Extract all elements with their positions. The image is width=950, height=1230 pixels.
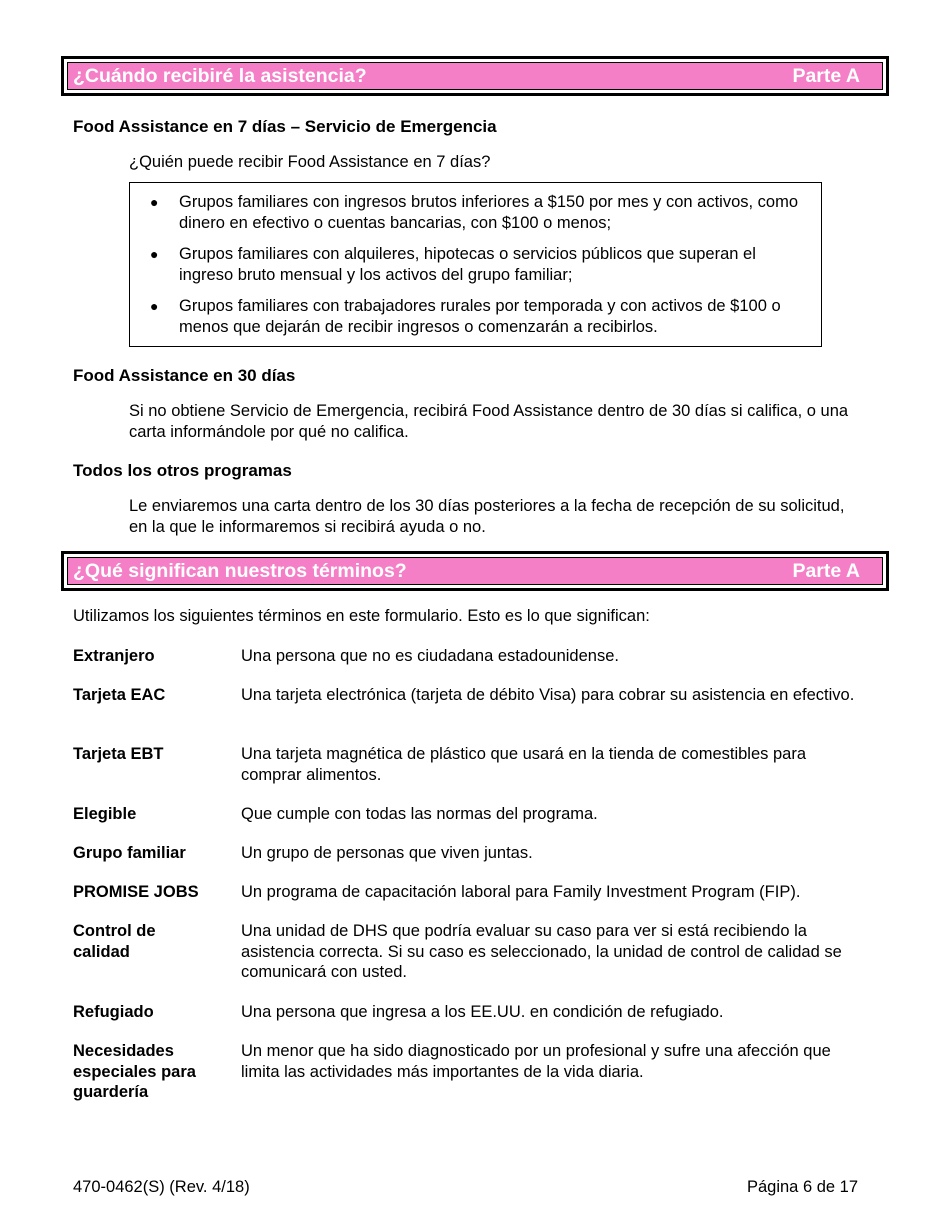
list-item: ● Grupos familiares con ingresos brutos inferiores a $150 por mes y con activos, como dinero en efectivo o cuentas bancarias, con $100 o menos; [150, 193, 799, 232]
term-definition: Una persona que no es ciudadana estadounidense. [241, 647, 619, 665]
bullet-icon: ● [150, 298, 159, 314]
term-label: Tarjeta EAC [73, 686, 166, 704]
other-programs-heading: Todos los otros programas [73, 461, 292, 480]
terms-intro: Utilizamos los siguientes términos en este formulario. Esto es lo que significan: [73, 607, 650, 625]
list-item: ● Grupos familiares con alquileres, hipotecas o servicios públicos que superan el ingreso bruto mensual y los activos del grupo familiar; [150, 245, 756, 284]
page-number: Página 6 de 17 [746, 1178, 858, 1196]
section-title: ¿Qué significan nuestros términos? [73, 559, 407, 582]
term-label: Necesidades especiales para guardería [73, 1042, 196, 1101]
term-definition: Una persona que ingresa a los EE.UU. en condición de refugiado. [241, 1003, 724, 1021]
bullet-icon: ● [150, 246, 159, 262]
emergency-question: ¿Quién puede recibir Food Assistance en 7 días? [129, 153, 491, 171]
section-part: Parte A [792, 64, 860, 87]
term-definition: Un programa de capacitación laboral para Family Investment Program (FIP). [241, 883, 801, 901]
term-definition: Una tarjeta magnética de plástico que usará en la tienda de comestibles para comprar alimentos. [241, 745, 807, 784]
form-number: 470-0462(S) (Rev. 4/18) [73, 1178, 250, 1196]
term-label: PROMISE JOBS [73, 883, 199, 901]
emergency-heading: Food Assistance en 7 días – Servicio de Emergencia [73, 117, 497, 136]
term-label: Tarjeta EBT [73, 745, 164, 763]
section-banner-terms [61, 551, 889, 591]
thirty-day-heading: Food Assistance en 30 días [73, 366, 296, 385]
term-definition: Un grupo de personas que viven juntas. [241, 844, 533, 862]
bullet-icon: ● [150, 194, 159, 210]
other-programs-text: Le enviaremos una carta dentro de los 30 días posteriores a la fecha de recepción de su solicitud, en la que le informaremos si recibirá ayuda o no. [129, 497, 845, 536]
term-label: Refugiado [73, 1003, 154, 1021]
term-definition: Que cumple con todas las normas del programa. [241, 805, 598, 823]
section-part: Parte A [792, 559, 860, 582]
section-banner-when [61, 56, 889, 96]
thirty-day-text: Si no obtiene Servicio de Emergencia, recibirá Food Assistance dentro de 30 días si califica, o una carta informándole por qué no califica. [129, 402, 849, 441]
list-item: ● Grupos familiares con trabajadores rurales por temporada y con activos de $100 o menos que dejarán de recibir ingresos o comenzarán a recibirlos. [150, 297, 781, 336]
term-label: Extranjero [73, 647, 155, 665]
eligibility-box [129, 182, 822, 347]
term-label: Elegible [73, 805, 137, 823]
term-definition: Una tarjeta electrónica (tarjeta de débito Visa) para cobrar su asistencia en efectivo. [241, 686, 855, 704]
term-label: Grupo familiar [73, 844, 186, 862]
section-title: ¿Cuándo recibiré la asistencia? [73, 64, 367, 87]
term-definition: Un menor que ha sido diagnosticado por un profesional y sufre una afección que limita las actividades más importantes de la vida diaria. [241, 1042, 831, 1081]
term-definition: Una unidad de DHS que podría evaluar su caso para ver si está recibiendo la asistencia correcta. Si su caso es seleccionado, la unidad de control de calidad se comunicará con usted. [241, 922, 842, 981]
term-label: Control de calidad [73, 922, 156, 961]
